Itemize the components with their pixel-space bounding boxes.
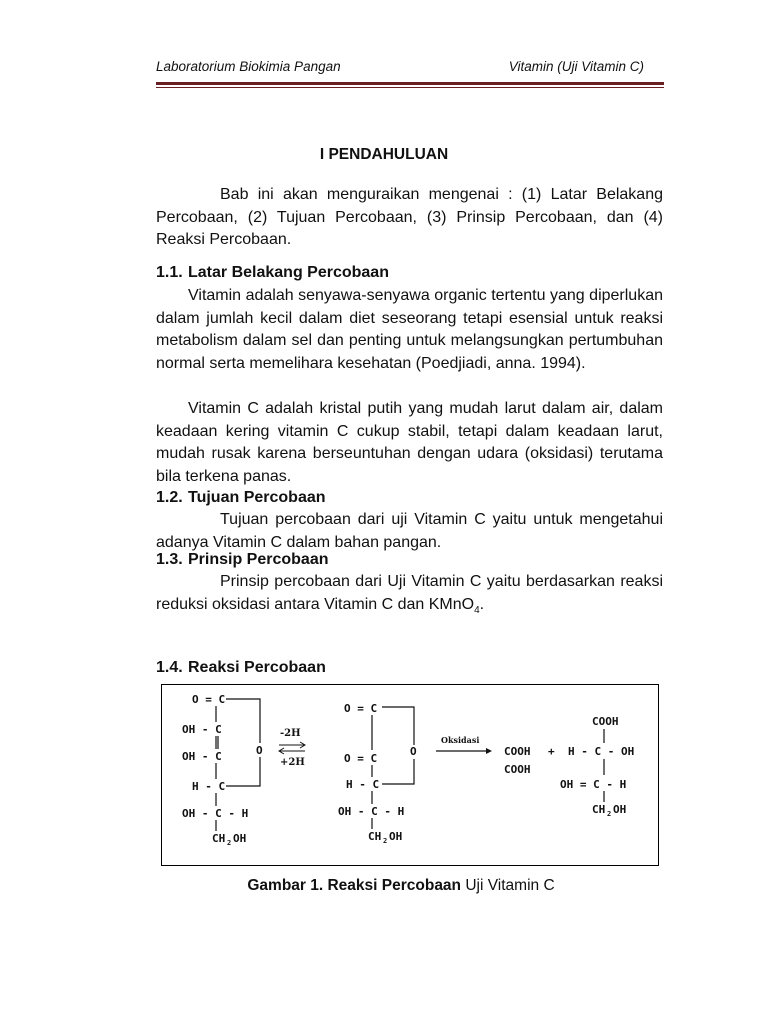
ring-oxygen: O	[410, 745, 417, 758]
paragraph-text: Prinsip percobaan dari Uji Vitamin C yaitu berdasarkan reaksi reduksi oksidasi antara Vitamin C dan KMnO	[156, 573, 663, 613]
plus-sign: +	[548, 745, 555, 758]
subscript: 4	[474, 604, 480, 616]
section-number: 1.1.	[156, 264, 183, 281]
arrow-label: Oksidasi	[441, 735, 480, 745]
section-heading-1-3	[156, 551, 329, 569]
paragraph-text: Vitamin adalah senyawa-senyawa organic tertentu yang diperlukan dalam jumlah kecil dalam diet seseorang tetapi esensial untuk reaksi metabolism dalam sel dan penting untuk melangsungkan pertumbuhan normal serta memelihara kesehatan (Poedjiadi, anna. 1994).	[156, 287, 663, 372]
reaction-diagram	[162, 685, 658, 865]
chem-label: H - C - OH	[568, 745, 635, 758]
chem-label: OH	[613, 803, 627, 816]
paragraph-1-3	[156, 571, 663, 622]
ascorbic-acid-structure	[182, 693, 263, 847]
page-header	[156, 59, 664, 79]
chem-subscript: 2	[383, 837, 388, 845]
oxidation-arrow	[436, 735, 492, 754]
ring-oxygen: O	[256, 744, 263, 757]
equilibrium-arrows	[279, 728, 305, 768]
intro-paragraph	[156, 184, 663, 252]
chem-label: OH - C	[182, 723, 222, 736]
chem-label: O = C	[344, 752, 378, 765]
chem-label: CH	[592, 803, 606, 816]
section-title: Latar Belakang Percobaan	[188, 264, 389, 281]
paragraph-text: Tujuan percobaan dari uji Vitamin C yaitu untuk mengetahui adanya Vitamin C dalam bahan pangan.	[156, 511, 663, 551]
dehydroascorbic-acid-structure	[338, 702, 417, 845]
chem-label: CH	[368, 830, 382, 843]
caption-bold: Gambar 1. Reaksi Percobaan	[247, 877, 462, 894]
chapter-title: I PENDAHULUAN	[319, 146, 449, 163]
header-right: Vitamin (Uji Vitamin C)	[508, 59, 644, 74]
chem-label: O = C	[344, 702, 378, 715]
chem-label: OH = C - H	[560, 778, 627, 791]
section-title: Reaksi Percobaan	[188, 659, 326, 676]
section-heading-1-4	[156, 659, 326, 677]
period: .	[479, 595, 485, 613]
chem-label: H - C	[192, 780, 226, 793]
chem-label: OH - C - H	[338, 805, 405, 818]
chem-label: O = C	[192, 693, 226, 706]
chem-label: COOH	[504, 745, 531, 758]
chem-label: H - C	[346, 778, 380, 791]
section-heading-1-2	[156, 489, 326, 507]
figure-caption	[0, 877, 768, 895]
paragraph-text: Vitamin C adalah kristal putih yang mudah larut dalam air, dalam keadaan kering vitamin C cukup stabil, tetapi dalam keadaan larut, mudah rusak karena berseuntuhan dengan udara (oksidasi) terutama bila terkena panas.	[156, 400, 663, 485]
chem-label: COOH	[592, 715, 619, 728]
chem-label: OH - C	[182, 750, 222, 763]
chem-label: COOH	[504, 763, 531, 776]
caption-normal: Uji Vitamin C	[465, 877, 555, 894]
arrow-label-bottom: +2H	[280, 757, 305, 768]
intro-first-line: Bab ini akan menguraikan mengenai : (1) Latar	[220, 186, 588, 203]
section-title: Prinsip Percobaan	[188, 551, 329, 568]
chem-label: CH	[212, 832, 226, 845]
section-number: 1.2.	[156, 489, 183, 506]
arrow-label-top: -2H	[280, 728, 301, 739]
header-rule-thin	[156, 87, 664, 88]
paragraph-1-1-a	[156, 285, 663, 375]
header-left: Laboratorium Biokimia Pangan	[156, 59, 341, 74]
chem-label: OH	[389, 830, 403, 843]
section-number: 1.4.	[156, 659, 183, 676]
threonic-acid-structure	[560, 715, 634, 818]
header-rule-thick	[156, 82, 664, 85]
intro-rest: Belakang Percobaan, (2) Tujuan Percobaan, (3) Prinsip Percobaan, dan (4) Reaksi Percobaan.	[156, 186, 663, 248]
chem-label: OH - C - H	[182, 807, 249, 820]
paragraph-1-2	[156, 509, 663, 554]
chem-subscript: 2	[227, 839, 232, 847]
section-title: Tujuan Percobaan	[188, 489, 326, 506]
paragraph-1-1-b	[156, 398, 663, 488]
chem-label: OH	[233, 832, 247, 845]
chem-subscript: 2	[607, 810, 612, 818]
oxalic-acid-structure	[504, 745, 555, 776]
reaction-figure	[161, 684, 659, 866]
section-number: 1.3.	[156, 551, 183, 568]
section-heading-1-1	[156, 264, 389, 282]
